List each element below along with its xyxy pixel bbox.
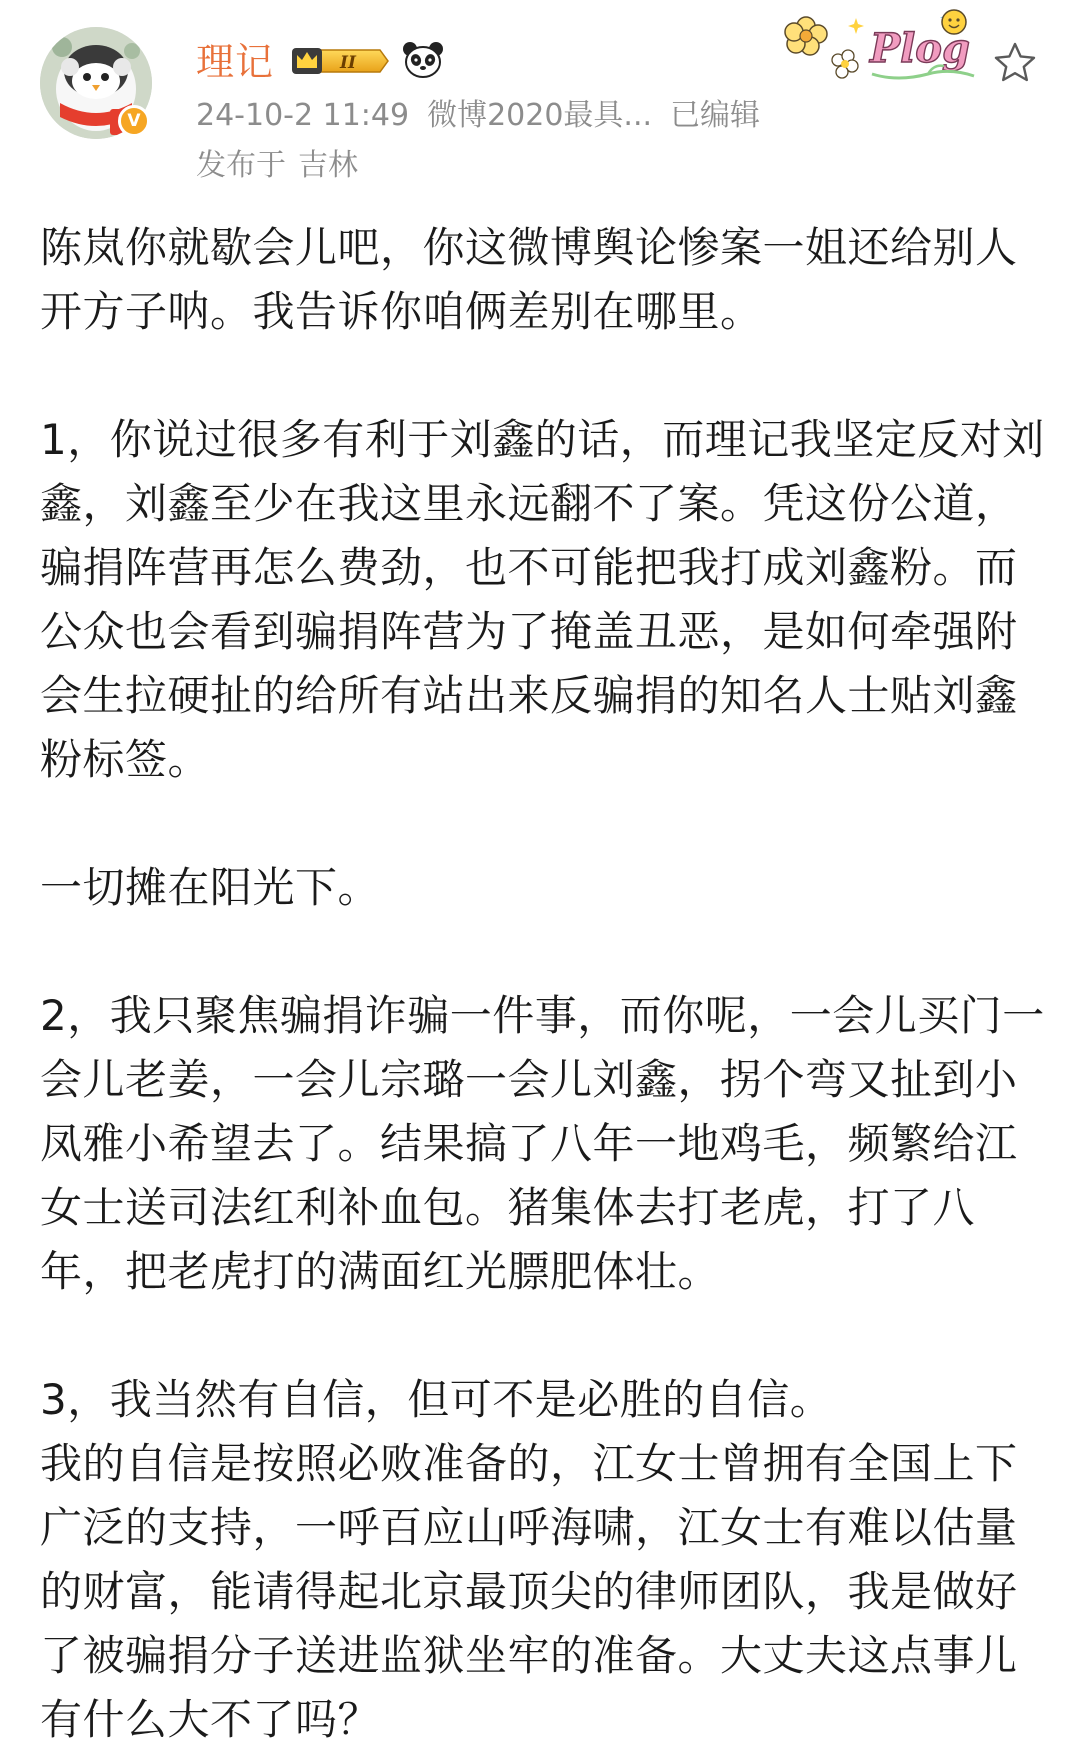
post-paragraph-sunlight: 一切摊在阳光下。 [40, 863, 381, 912]
post-meta [196, 96, 778, 136]
post-body [40, 216, 1050, 1752]
post-location [196, 146, 358, 186]
post-source[interactable]: 微博2020最具... [427, 98, 653, 133]
plog-sticker-icon [778, 4, 990, 86]
crown-icon[interactable] [288, 44, 390, 78]
star-outline-icon[interactable] [992, 40, 1038, 86]
post-header [0, 0, 1080, 200]
post-paragraph-intro: 陈岚你就歇会儿吧，你这微博舆论惨案一姐还给别人开方子呐。我告诉你咱俩差别在哪里。 [40, 223, 1018, 336]
flower-icon [785, 17, 827, 55]
edited-label[interactable]: 已编辑 [670, 98, 761, 133]
sticker-text: Plog [870, 25, 970, 72]
post-paragraph-point-1: 1，你说过很多有利于刘鑫的话，而理记我坚定反对刘鑫，刘鑫至少在我这里永远翻不了案。凭这份公道，骗捐阵营再怎么费劲，也不可能把我打成刘鑫粉。而公众也会看到骗捐阵营为了掩盖丑恶，是如何牵强附会生拉硬扯的给所有站出来反骗捐的知名人士贴刘鑫粉标签。 [40, 415, 1045, 784]
post-paragraph-point-3: 3，我当然有自信，但可不是必胜的自信。 [40, 1375, 833, 1424]
post-timestamp: 24-10-2 11:49 [196, 98, 410, 133]
panda-icon [402, 40, 444, 80]
level-badge-text: II [340, 53, 356, 73]
post-paragraph-point-3-detail: 我的自信是按照必败准备的，江女士曾拥有全国上下广泛的支持，一呼百应山呼海啸，江女士有难以估量的财富，能请得起北京最顶尖的律师团队，我是做好了被骗捐分子送进监狱坐牢的准备。大丈夫这点事儿有什么大不了吗？ [40, 1439, 1018, 1744]
post-paragraph-point-2: 2，我只聚焦骗捐诈骗一件事，而你呢，一会儿买门一会儿老姜，一会儿宗璐一会儿刘鑫，拐个弯又扯到小凤雅小希望去了。结果搞了八年一地鸡毛，频繁给江女士送司法红利补血包。猪集体去打老虎，打了八年，把老虎打的满面红光膘肥体壮。 [40, 991, 1045, 1296]
location-name[interactable]: 吉林 [298, 148, 358, 183]
location-prefix: 发布于 [196, 148, 286, 183]
verified-badge: V [118, 105, 150, 137]
username-link[interactable]: 理记 [196, 40, 275, 84]
